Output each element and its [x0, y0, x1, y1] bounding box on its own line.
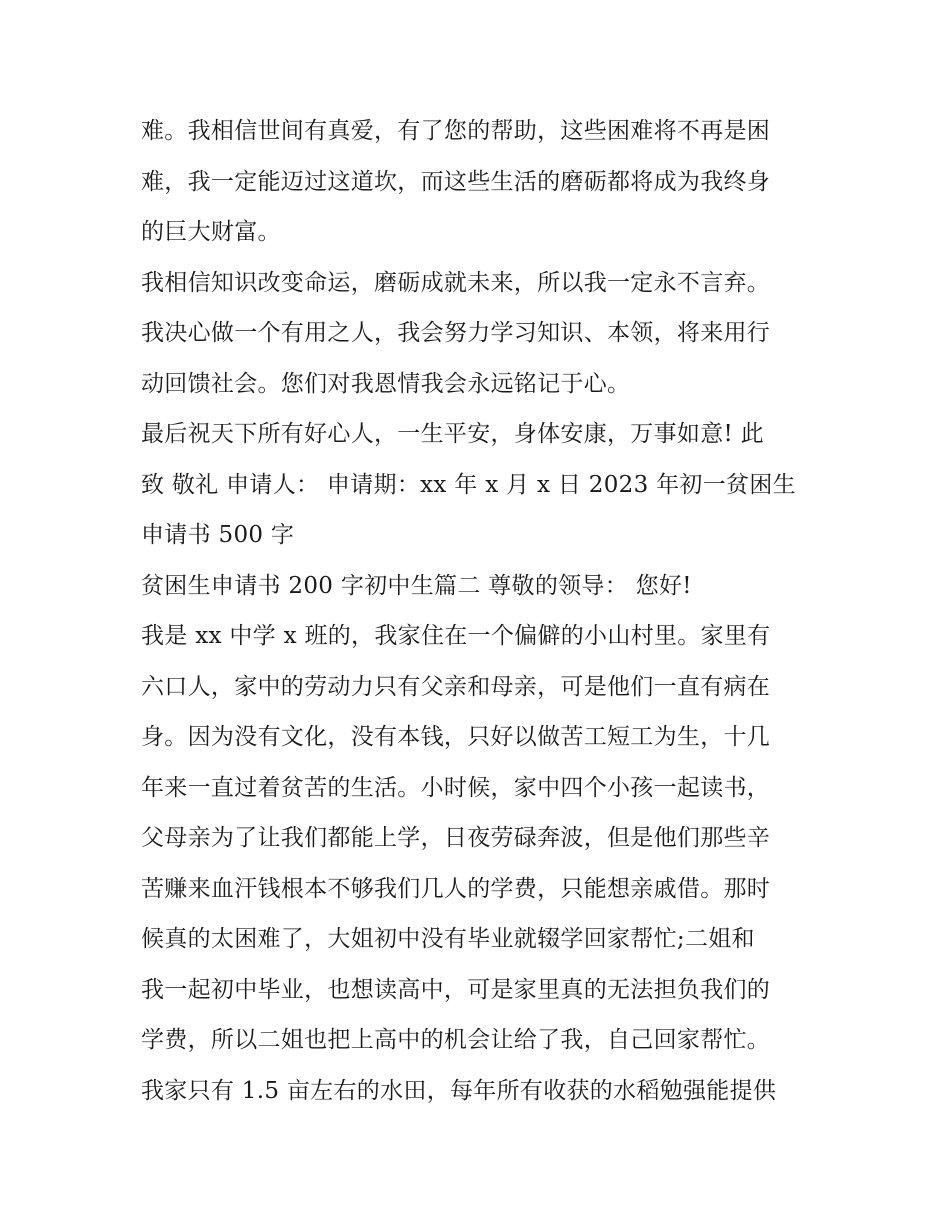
text-line: 父母亲为了让我们都能上学，日夜劳碌奔波，但是他们那些辛 — [141, 825, 771, 851]
text-line: 的巨大财富。 — [141, 219, 281, 245]
text-line: 我家只有 1.5 亩左右的水田，每年所有收获的水稻勉强能提供 — [141, 1077, 777, 1104]
text-line: 贫困生申请书 200 字初中生篇二 尊敬的领导： 您好! — [141, 572, 692, 599]
text-line: 我相信知识改变命运，磨砺成就未来，所以我一定永不言弃。 — [141, 269, 771, 296]
text-line: 身。因为没有文化，没有本钱，只好以做苦工短工为生，十几 — [141, 724, 771, 750]
text-line: 苦赚来血汗钱根本不够我们几人的学费，只能想亲戚借。那时 — [141, 875, 771, 902]
text-line: 年来一直过着贫苦的生活。小时候，家中四个小孩一起读书， — [141, 774, 771, 801]
text-line: 学费，所以二姐也把上高中的机会让给了我，自己回家帮忙。 — [141, 1027, 771, 1053]
text-line: 难。我相信世间有真爱，有了您的帮助，这些困难将不再是困 — [141, 118, 771, 144]
body-text — [141, 106, 821, 1116]
text-line: 我决心做一个有用之人，我会努力学习知识、本领，将来用行 — [141, 320, 771, 346]
text-line: 申请书 500 字 — [141, 522, 295, 548]
text-line: 难，我一定能迈过这道坎，而这些生活的磨砺都将成为我终身 — [141, 168, 771, 195]
text-line: 我一起初中毕业，也想读高中，可是家里真的无法担负我们的 — [141, 976, 771, 1003]
text-line: 最后祝天下所有好心人，一生平安，身体安康，万事如意! 此 — [141, 421, 764, 447]
text-line: 我是 xx 中学 x 班的，我家住在一个偏僻的小山村里。家里有 — [141, 623, 771, 649]
text-line: 动回馈社会。您们对我恩情我会永远铭记于心。 — [141, 370, 631, 397]
text-line: 候真的太困难了，大姐初中没有毕业就辍学回家帮忙;二姐和 — [141, 926, 755, 952]
text-line: 致 敬礼 申请人： 申请期：xx 年 x 月 x 日 2023 年初一贫困生 — [141, 471, 796, 498]
text-line: 六口人，家中的劳动力只有父亲和母亲，可是他们一直有病在 — [141, 673, 771, 700]
